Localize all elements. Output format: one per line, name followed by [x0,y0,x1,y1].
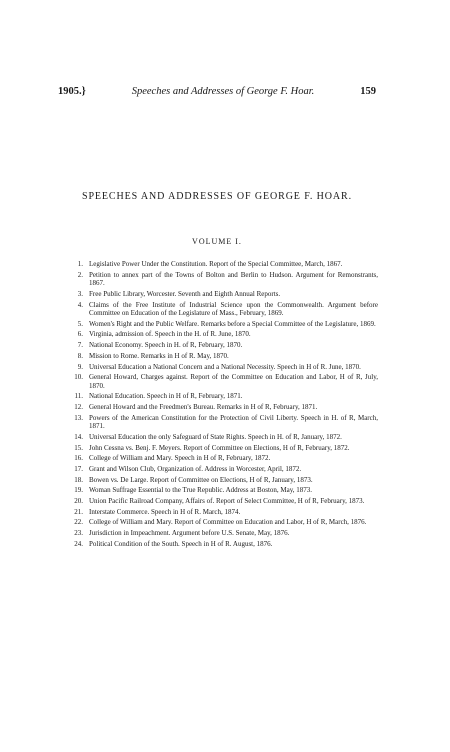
list-item [58,433,378,442]
entry-text: National Economy. Speech in H. of R, February, 1870. [89,341,243,350]
list-item [58,301,378,318]
list-item [58,444,378,453]
entry-text: Universal Education a National Concern and a National Necessity. Speech in H of R. June, 1870. [89,362,361,371]
list-item [58,414,378,431]
entry-number: 1. [77,260,83,268]
list-item [58,363,378,372]
running-title: Speeches and Addresses of George F. Hoar. [131,86,315,97]
entry-text: Free Public Library, Worcester. Seventh and Eighth Annual Reports. [89,289,281,298]
entry-number: 19. [74,486,83,495]
entry-number: 21. [74,507,83,516]
entry-number: 3. [77,289,83,298]
entry-text: Political Condition of the South. Speech in H of R. August, 1876. [89,539,273,548]
entry-number: 17. [74,465,83,473]
entry-number: 13. [74,413,83,422]
entry-number: 4. [77,300,83,309]
page-number: 159 [360,86,376,97]
entry-text: John Cessna vs. Benj. F. Meyers. Report of Committee on Elections, H of R, February, 1872. [89,443,350,452]
entry-text: College of William and Mary. Speech in H of R, February, 1872. [89,454,271,463]
entry-text: Bowen vs. De Large. Report of Committee on Elections, H of R, January, 1873. [89,475,313,484]
entry-text: Legislative Power Under the Constitution. Report of the Special Committee, March, 1867. [89,260,343,268]
list-item [58,403,378,412]
list-item [58,476,378,485]
entry-number: 6. [77,330,83,339]
entry-number: 10. [74,373,83,382]
entry-text: Grant and Wilson Club, Organization of. Address in Worcester, April, 1872. [89,465,302,473]
list-item [58,290,378,299]
entry-number: 11. [74,392,83,401]
entry-number: 14. [74,432,83,441]
entry-text: Woman Suffrage Essential to the True Republic. Address at Boston, May, 1873. [89,486,313,495]
list-item [58,465,378,474]
entry-text: Union Pacific Railroad Company, Affairs of. Report of Select Committee, H of R, February, 1873. [89,497,365,506]
entry-number: 23. [74,529,83,538]
entry-number: 15. [74,443,83,452]
entry-text: General Howard and the Freedmen's Bureau. Remarks in H of R, February, 1871. [89,403,318,412]
running-header [58,86,376,97]
list-item [58,454,378,463]
entry-text: Mission to Rome. Remarks in H of R. May, 1870. [89,351,229,360]
entry-number: 5. [77,319,83,328]
list-item [58,540,378,549]
entry-number: 2. [77,270,83,279]
entry-text: Petition to annex part of the Towns of Bolton and Berlin to Hudson. Argument for Remonstrants, 1867. [89,270,378,288]
list-item [58,330,378,339]
list-item [58,392,378,401]
list-item [58,271,378,288]
entry-text: College of William and Mary. Report of Committee on Education and Labor, H of R, March, 1876. [89,518,367,527]
entry-text: National Education. Speech in H of R, February, 1871. [89,392,243,401]
page-title: SPEECHES AND ADDRESSES OF GEORGE F. HOAR. [81,191,353,202]
entry-list [58,260,378,551]
list-item [58,341,378,350]
entry-number: 8. [77,351,83,360]
header-year: 1905.} [58,86,86,97]
entry-number: 24. [74,539,83,548]
entry-text: General Howard, Charges against. Report of the Committee on Education and Labor, H of R, July, 1870. [89,373,378,390]
entry-number: 7. [77,341,83,350]
list-item [58,352,378,361]
entry-text: Universal Education the only Safeguard of State Rights. Speech in H. of R, January, 1872. [89,432,342,441]
list-item [58,518,378,527]
entry-text: Virginia, admission of. Speech in the H. of R. June, 1870. [89,330,251,339]
entry-text: Interstate Commerce. Speech in H of R. March, 1874. [89,507,241,516]
list-item [58,497,378,506]
entry-text: Women's Right and the Public Welfare. Remarks before a Special Committee of the Legislature, 1869. [89,319,376,328]
list-item [58,260,378,269]
entry-number: 9. [77,362,83,371]
list-item [58,486,378,495]
entry-number: 12. [74,403,83,412]
list-item [58,320,378,329]
entry-number: 18. [74,475,83,484]
list-item [58,529,378,538]
list-item [58,373,378,390]
entry-number: 20. [74,497,83,506]
entry-number: 22. [74,518,83,527]
entry-text: Claims of the Free Institute of Industrial Science upon the Commonwealth. Argument before Committee on Education of the Legislature of Mass., February, 1869. [89,300,378,318]
entry-text: Jurisdiction in Impeachment. Argument before U.S. Senate, May, 1876. [89,529,290,538]
list-item [58,508,378,517]
entry-number: 16. [74,454,83,463]
entry-text: Powers of the American Constitution for the Protection of Civil Liberty. Speech in H. of R, March, 1871. [89,413,378,431]
volume-heading: VOLUME I. [192,237,242,246]
